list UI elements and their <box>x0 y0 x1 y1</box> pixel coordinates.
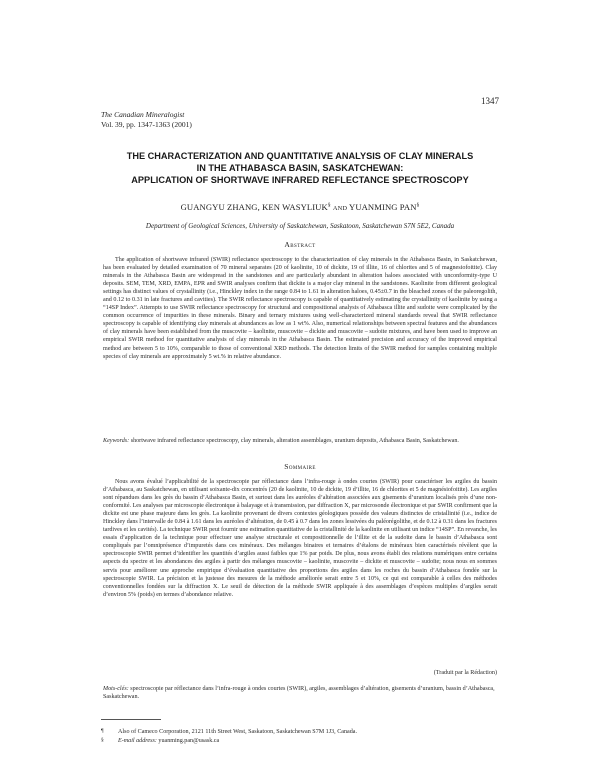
sommaire-heading: Sommaire <box>284 462 316 471</box>
title-line-2: IN THE ATHABASCA BASIN, SASKATCHEWAN: <box>196 163 404 173</box>
author-footnote-mark-2: § <box>416 202 420 209</box>
sommaire-body: Nous avons évalué l’applicabilité de la spectroscopie par réflectance dans l’infra-rouge à ondes courtes (SWIR) pour caractériser les argiles du bassin d’Athabasca, au Saskatchewan, en utilisant soixante-dix concentrés (20 de kaolinite, 10 de dickite, 19 d’illite, 16 de chlorites et 5 de magnésiofoitite). Les argiles sont répandues dans les grès du bassin d’Athabasca Basin, et surtout dans les auréoles d’altération associées aux gisements d’uranium localisés près d’une non-conformité. Les analyses par microscopie électronique à balayage et à transmission, par diffraction X, par microsonde électronique et par SWIR confirment que la dickite est une phase majeure dans les grès. La kaolinite provenant de divers contextes géologiques possède des valeurs distinctes de cristallinité (i.e., indice de Hinckley dans l’intervalle de 0.84 à 1.61 dans les auréoles d’altération, de 0.45 à 0.7 dans les zones lessivées du paléorégolithe, et de 0.12 à 0.31 dans les fractures tardives et les cavités). La technique SWIR peut fournir une estimation quantitative de la cristallinité de la kaolinite en utilisant un indice “14SP”. En revanche, les essais d’application de la technique pour effectuer une analyse structurale et compositionnelle de l’illite et de la sudoïte dans le bassin d’Athabasca sont compliqués par l’omniprésence d’impuretés dans ces minéraux. Des mélanges binaires et ternaires d’étalons de minéraux bien caractérisés révèlent que la spectroscopie SWIR permet d’identifier les quantités d’argiles aussi faibles que 1% par poids. De plus, nous avons établi des relations numériques entre certains aspects du spectre et les abondances des argiles à partir des mélanges muscovite – kaolinite, muscovite – dickite et muscovite – sudoïte; nous nous en sommes servis pour améliorer une approche empirique d’évaluation quantitative des proportions des argiles dans les roches du bassin d’Athabasca fondée sur la spectroscopie SWIR. La précision et la justesse des mesures de la méthode améliorée serait entre 5 et 10%, ce qui est comparable à celles des méthodes conventionnelles fondées sur la diffraction X. Le seuil de détection de la méthode SWIR appliquée à des assemblages d’espèces multiples d’argiles serait d’environ 5% (poids) en termes d’abondance relative. <box>103 479 497 598</box>
mots-cles-label: Mots-clés: <box>103 686 129 692</box>
footnote-rule <box>101 719 161 720</box>
journal-name: The Canadian Mineralogist <box>101 110 185 119</box>
journal-citation: Vol. 39, pp. 1347-1363 (2001) <box>101 120 192 129</box>
keywords-text: shortwave infrared reflectance spectroscopy, clay minerals, alteration assemblages, uranium deposits, Athabasca Basin, Saskatchewan. <box>130 438 459 444</box>
author-list <box>100 202 500 212</box>
footnote-1 <box>101 727 501 736</box>
mots-cles-text: spectroscopie par réflectance dans l’infra-rouge à ondes courtes (SWIR), argiles, assemblages d’altération, gisements d’uranium, bassin d’Athabasca, Saskatchewan. <box>103 686 495 701</box>
author-and: AND <box>332 205 348 212</box>
affiliation: Department of Geological Sciences, University of Saskatchewan, Saskatoon, Saskatchewan S7N 5E2, Canada <box>145 222 455 230</box>
translation-note: (Traduit par la Rédaction) <box>433 670 497 676</box>
author-footnote-mark-1: § <box>327 202 331 209</box>
keywords-label: Keywords: <box>103 438 130 444</box>
footnote-2-label: E-mail address: <box>118 738 157 744</box>
author-names-1: GUANGYU ZHANG, KEN WASYLIUK <box>180 202 328 212</box>
footnote-2 <box>101 736 501 745</box>
footnote-2-email: yuanming.pan@usask.ca <box>158 738 220 744</box>
paper-title <box>100 150 500 186</box>
abstract-body: The application of shortwave infrared (SWIR) reflectance spectroscopy to the characterization of clay minerals in the Athabasca Basin, in Saskatchewan, has been evaluated by detailed examination of 70 mineral separates (20 of kaolinite, 10 of dickite, 19 of illite, 16 of chlorites and 5 of magnesiofoitite). Clay minerals in the Athabasca Basin are widespread in the sandstones and are particularly abundant in alteration haloes associated with unconformity-type U deposits. SEM, TEM, XRD, EMPA, EPR and SWIR analyses confirm that dickite is a major clay mineral in the sandstones. Kaolinite from different geological settings has distinct values of crystallinity (i.e., Hinckley index in the range 0.84 to 1.61 in alteration haloes, 0.45±0.7 in the bleached zones of the paleoregolith, and 0.12 to 0.31 in late fractures and cavities). The SWIR reflectance spectroscopy is capable of quantitatively estimating the crystallinity of kaolinite by using a “14SP Index”. Attempts to use SWIR reflectance spectroscopy for structural and compositional analysis of Athabasca illite and sudoite were complicated by the common occurrence of impurities in these minerals. Binary and ternary mixtures using well-characterized mineral standards reveal that SWIR reflectance spectroscopy is capable of identifying clay minerals at abundances as low as 1 wt%. Also, numerical relationships between spectral features and the abundances of clay minerals have been established from the muscovite – kaolinite, muscovite – dickite and muscovite – sudoite mixtures, and have been used to improve an empirical SWIR method for quantitative analysis of clay minerals in the Athabasca Basin. The estimated precision and accuracy of the improved empirical method are between 5 to 10%, comparable to those of conventional XRD methods. The detection limits of the SWIR method for samples containing multiple species of clay minerals are approximately 5 wt.% in relative abundance. <box>103 257 497 360</box>
footnote-1-text: Also of Cameco Corporation, 2121 11th Street West, Saskatoon, Saskatchewan S7M 1J3, Canada. <box>118 729 357 735</box>
title-line-1: THE CHARACTERIZATION AND QUANTITATIVE ANALYSIS OF CLAY MINERALS <box>126 151 474 161</box>
author-names-2: YUANMING PAN <box>349 202 417 212</box>
mots-cles <box>103 685 497 701</box>
journal-header <box>101 110 192 130</box>
footnote-2-symbol: § <box>101 737 104 743</box>
keywords <box>103 437 497 445</box>
title-line-3: APPLICATION OF SHORTWAVE INFRARED REFLECTANCE SPECTROSCOPY <box>131 175 469 185</box>
page-number: 1347 <box>481 96 499 106</box>
footnote-1-symbol: ¶ <box>101 728 104 734</box>
abstract-heading: Abstract <box>284 240 316 249</box>
